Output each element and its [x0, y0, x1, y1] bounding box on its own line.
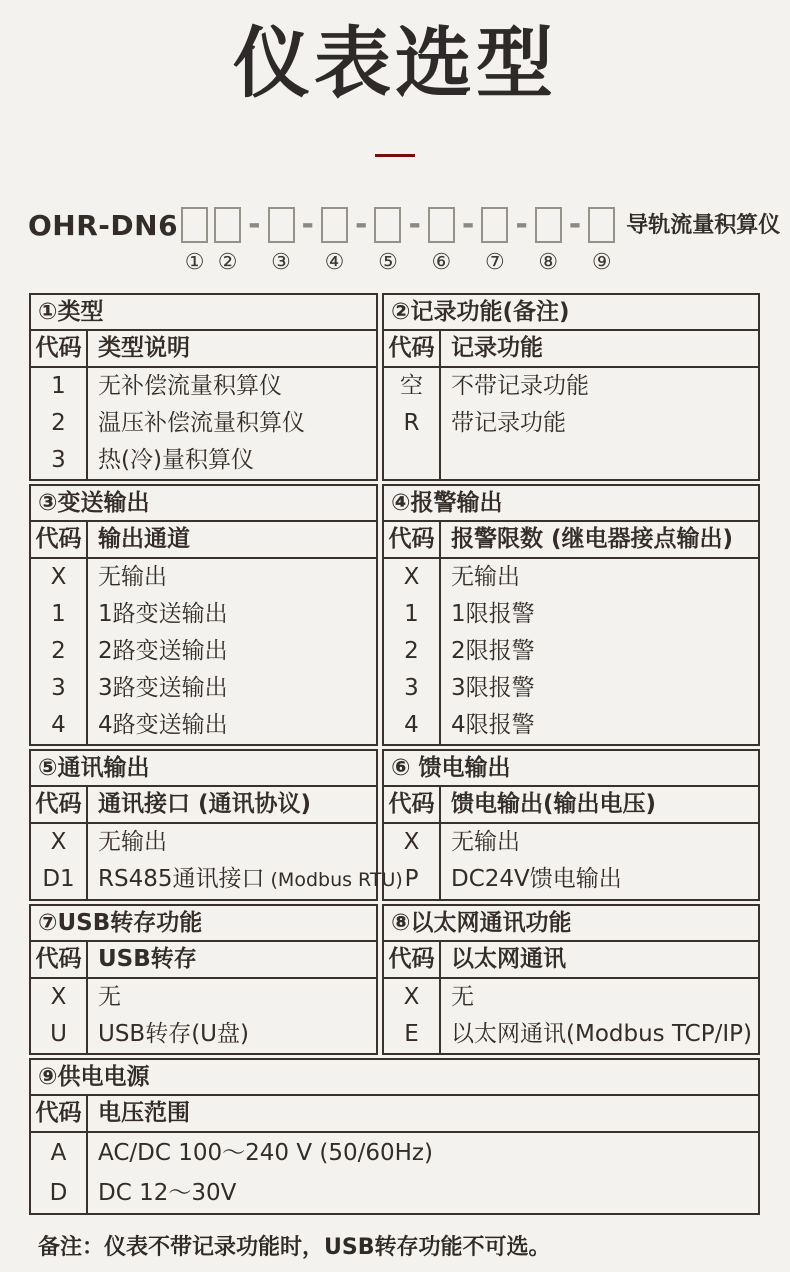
- model-position-3: [268, 207, 295, 275]
- column-header-code: 代码: [31, 787, 86, 824]
- section-4-alarm-output: [382, 484, 760, 746]
- code-cell: U: [50, 1021, 67, 1047]
- desc-cell: 温压补偿流量积算仪: [98, 410, 305, 436]
- desc-cell: 1路变送输出: [98, 601, 228, 627]
- column-header-desc: 电压范围: [88, 1096, 758, 1133]
- dash-separator: -: [354, 207, 368, 242]
- code-cell: 3: [51, 447, 66, 473]
- model-position-1: [181, 207, 208, 275]
- footer-note: 备注：仪表不带记录功能时，USB转存功能不可选。: [38, 1235, 551, 1260]
- position-number-8: ⑧: [538, 250, 559, 275]
- code-cell: X: [403, 564, 420, 590]
- desc-cell: 1限报警: [451, 601, 535, 627]
- column-header-code: 代码: [384, 522, 439, 559]
- position-number-6: ⑥: [431, 250, 452, 275]
- column-header-desc: 报警限数 (继电器接点输出): [441, 522, 758, 559]
- column-header-code: 代码: [31, 1096, 86, 1133]
- column-header-code: 代码: [384, 942, 439, 979]
- column-header-code: 代码: [31, 942, 86, 979]
- model-position-7: [481, 207, 508, 275]
- code-cell: 3: [51, 675, 66, 701]
- code-cell: 1: [51, 601, 66, 627]
- code-cell: 1: [404, 601, 419, 627]
- section-title: ⑥ 馈电输出: [384, 751, 758, 787]
- dash-separator: -: [515, 207, 528, 242]
- desc-cell: 4限报警: [451, 712, 535, 738]
- section-title: ②记录功能(备注): [384, 295, 758, 331]
- model-position-9: [588, 207, 615, 275]
- section-6-feed-power-output: [382, 749, 760, 901]
- section-7-usb-transfer: [29, 904, 378, 1055]
- model-position-2: [214, 207, 241, 275]
- code-cell: A: [50, 1140, 67, 1166]
- code-box-2: [214, 207, 241, 243]
- dash-separator: -: [461, 207, 475, 242]
- column-header-desc: 输出通道: [88, 522, 376, 559]
- model-position-5: [374, 207, 401, 275]
- red-divider: [375, 154, 415, 157]
- code-cell: 2: [51, 410, 66, 436]
- desc-cell: 不带记录功能: [451, 373, 589, 399]
- code-cell: X: [403, 829, 420, 855]
- dash-separator: -: [408, 207, 421, 242]
- section-title: ⑧以太网通讯功能: [384, 906, 758, 942]
- desc-cell: 4路变送输出: [98, 712, 228, 738]
- section-title: ③变送输出: [31, 486, 376, 522]
- column-header-desc: 馈电输出(输出电压): [441, 787, 758, 824]
- selection-table: [29, 293, 760, 1215]
- code-box-1: [181, 207, 208, 243]
- position-number-7: ⑦: [484, 250, 505, 275]
- desc-cell: 无输出: [98, 564, 167, 590]
- code-cell: 4: [51, 712, 66, 738]
- code-cell: R: [403, 410, 420, 436]
- desc-cell: USB转存(U盘): [98, 1021, 249, 1047]
- model-position-6: [428, 207, 455, 275]
- desc-cell: AC/DC 100～240 V (50/60Hz): [98, 1140, 433, 1166]
- code-cell: X: [50, 984, 67, 1010]
- section-title: ④报警输出: [384, 486, 758, 522]
- model-suffix: 导轨流量积算仪: [626, 213, 781, 238]
- code-box-7: [481, 207, 508, 243]
- section-5-communication-output: [29, 749, 403, 901]
- desc-cell: 无输出: [98, 829, 167, 855]
- code-cell: E: [404, 1021, 419, 1047]
- position-number-9: ⑨: [591, 250, 612, 275]
- code-cell: D1: [42, 866, 75, 892]
- column-header-code: 代码: [31, 331, 86, 368]
- section-title: ①类型: [31, 295, 376, 331]
- desc-cell: 无输出: [451, 829, 520, 855]
- position-number-5: ⑤: [378, 250, 398, 275]
- desc-cell: RS485通讯接口 (Modbus RTU): [98, 866, 403, 892]
- column-header-desc: 通讯接口 (通讯协议): [88, 787, 376, 824]
- code-cell: P: [404, 866, 419, 892]
- section-9-power-supply: [29, 1058, 760, 1215]
- model-code-line: [28, 207, 790, 275]
- code-cell: X: [50, 564, 67, 590]
- section-2-record: [382, 293, 760, 481]
- desc-cell: 2限报警: [451, 638, 535, 664]
- dash-separator: -: [248, 207, 261, 242]
- code-cell: X: [403, 984, 420, 1010]
- column-header-desc: 类型说明: [88, 331, 376, 368]
- desc-cell: 3路变送输出: [98, 675, 228, 701]
- column-header-desc: 以太网通讯: [441, 942, 758, 979]
- page-title: 仪表选型: [233, 20, 557, 109]
- column-header-desc: 记录功能: [441, 331, 758, 368]
- code-box-6: [428, 207, 455, 243]
- code-cell: D: [49, 1180, 68, 1206]
- code-box-3: [268, 207, 295, 243]
- desc-cell: 3限报警: [451, 675, 535, 701]
- code-cell: 4: [404, 712, 419, 738]
- position-number-3: ③: [271, 250, 291, 275]
- desc-cell: 2路变送输出: [98, 638, 228, 664]
- section-3-transmit-output: [29, 484, 378, 746]
- section-title: ⑨供电电源: [31, 1060, 758, 1096]
- column-header-code: 代码: [31, 522, 86, 559]
- code-cell: 2: [51, 638, 66, 664]
- code-cell: 2: [404, 638, 419, 664]
- code-box-4: [321, 207, 348, 243]
- desc-cell: 热(冷)量积算仪: [98, 447, 254, 473]
- section-8-ethernet: [382, 904, 760, 1055]
- section-title: ⑦USB转存功能: [31, 906, 376, 942]
- desc-cell: DC24V馈电输出: [451, 866, 622, 892]
- desc-cell: 无: [98, 984, 121, 1010]
- model-position-8: [535, 207, 562, 275]
- position-number-2: ②: [217, 250, 238, 275]
- code-cell: 1: [51, 373, 66, 399]
- desc-cell: 无输出: [451, 564, 520, 590]
- dash-separator: -: [301, 207, 314, 242]
- code-box-9: [588, 207, 615, 243]
- model-position-4: [321, 207, 348, 275]
- position-number-4: ④: [324, 250, 345, 275]
- desc-cell: DC 12～30V: [98, 1180, 237, 1206]
- desc-cell: 带记录功能: [451, 410, 566, 436]
- desc-cell: 无补偿流量积算仪: [98, 373, 282, 399]
- column-header-code: 代码: [384, 787, 439, 824]
- section-title: ⑤通讯输出: [31, 751, 376, 787]
- column-header-desc: USB转存: [88, 942, 376, 979]
- code-cell: 空: [400, 373, 423, 399]
- code-box-5: [374, 207, 401, 243]
- model-prefix: OHR-DN6: [28, 209, 179, 242]
- desc-cell: 以太网通讯(Modbus TCP/IP): [451, 1021, 752, 1047]
- position-number-1: ①: [184, 250, 205, 275]
- code-cell: 3: [404, 675, 419, 701]
- dash-separator: -: [568, 207, 582, 242]
- code-cell: X: [50, 829, 67, 855]
- desc-cell: 无: [451, 984, 474, 1010]
- section-1-type: [29, 293, 378, 481]
- column-header-code: 代码: [384, 331, 439, 368]
- code-box-8: [535, 207, 562, 243]
